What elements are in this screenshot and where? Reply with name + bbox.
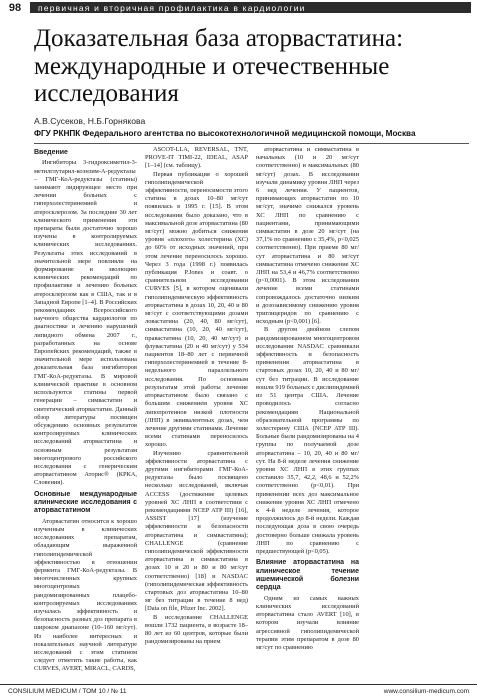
body-paragraph: Аторвастатин относится к хорошо изученным в клинических исследованиях препаратам, обладающим выраженной гиполипидемической эффективностью в отношении фермента ГМГ-КоА-редуктазы. В многочисленных крупных многоцентровых рандомизированных плацебо-контролируемых исследованиях изучалась эффективность и безопасность разных доз препарата в широком диапазоне (10–160 мг/сут). Из наиболее интересных и показательных научной литературе исследований с этим статином следует отметить такие работы, как CURVES, AVERT, MIRACL, CARDS,	[34, 517, 137, 673]
section-heading: Введение	[34, 149, 68, 156]
text-column-2	[145, 146, 248, 680]
section-heading: Основные международные клинические исследования с аторвастатином	[34, 490, 137, 515]
body-paragraph: В исследование CHALLENGE вошли 1732 пациента, в возрасте 18–80 лет из 60 центров, которые были рандомизированы на прием	[145, 613, 248, 646]
article-body	[34, 146, 470, 680]
page-header	[0, 0, 477, 15]
text-column-1	[34, 146, 137, 680]
text-column-3	[256, 146, 359, 680]
journal-info: CONSILIUM MEDICUM / ТОМ 10 / № 11	[8, 688, 127, 695]
body-paragraph: Первая публикация о хорошей гиполипидемической эффективности, переносимости этого статина в дозах 10–80 мг/сут появилась в 1995 г. [15]. В этом исследовании было доказано, что в максимальной дозе аторвастатина (80 мг/сут) можно добиться снижения уровня «плохого» холестерина (ХС) до 60% от исходных значений, при этом лечение переносилось хорошо. Через 3 года (1998 г.) появилась публикация P.Jones и соавт. о сравнительном исследовании CURVES [5], в котором оценивали гиполипидемическую эффективность аторвастатина в дозах 10, 20, 40 и 80 мг/сут с соответствующими дозами ловастатина (20, 40, 80 мг/сут), симвастатина (10, 20, 40 мг/сут), правастатина (10, 20, 40 мг/сут) и флувастатина (20 и 40 мг/сут) у 534 пациентов 18–80 лет с первичной гиперхолестеринемией в течение 8-недельного параллельного исследования. По основным результатам этой работы лечение аторвастатином было связано с большим снижением уровня ХС липопротеинов низкой плотности (ЛНП) в эквивалентных дозах, чем лечение другими статинами. Лечение всеми статинами переносилось хорошо.	[145, 170, 248, 449]
body-paragraph: Ингибиторы 3-гидроксиметил-3-метилглутарил-коэнзим-А-редуктазы – ГМГ-КоА-редуктазы (статины) занимают лидирующее место при лечении больных с гиперхолестеринемией и атеросклерозом. За последние 30 лет клинического применения эти препараты были достаточно хорошо изучены в контролируемых клинических исследованиях. Результаты этих исследований в значительной мере повлияли на формирование и эволюцию клинических рекомендаций по профилактике и лечению больных атеросклерозом как в США, так и в Западной Европе [1–4]. В Российских рекомендациях Всероссийского научного общества кардиологов по диагностике и лечению нарушений липидного обмена 2007 г., разработанных на основе Европейских рекомендаций, также в значительной мере использована доказательная база ингибиторов ГМГ-КоА-редуктазы. В мировой клинической практике в основном используются статины первой генерации – симвастатин и синтетический аторвастатин. Данный обзор литературы посвящен обсуждению основных результатов контролируемых клинических исследований аторвастатина и основным результатам многоцентрового российского исследования с генерическим аторвастатином Аторис® (КРКА, Словения).	[34, 159, 137, 487]
body-paragraph: В другом двойном слепом рандомизированном многоцентровом исследовании NASDAC сравнивали эффективность и безопасность применения аторвастатина в стартовых дозах 10, 20, 40 и 80 мг/сут без титрации. В исследование вошли 919 больных с дислипидемией из 51 центра США. Лечение проводилось согласно рекомендациям Национальной образовательной программы по холестерину США (NCEP ATP III). Больные были рандомизированы на 4 группы по получаемой дозе аторвастатина – 10, 20, 40 и 80 мг/сут. На 8-й неделе лечения снижение уровня ХС ЛНП в этих группах составило 35,7, 42,2, 48,6 и 52,2% соответственно (р<0,01). При применении всех доз максимальное снижение уровня ХС ЛНП отмечено к 4-й неделе лечения, которое продолжилось до 8-й недели. Каждая последующая доза в свою очередь достоверно больше снижала уровень ЛНП по сравнению с предшествующей (р<0,05).	[256, 326, 359, 555]
body-paragraph: ASCOT-LLA, REVERSAL, TNT, PROVE-IT TIMI-22, IDEAL, ASAP [1–14] (см. таблицу).	[145, 146, 248, 170]
article-affiliation: ФГУ РКНПК Федерального агентства по высокотехнологичной медицинской помощи, Москва	[34, 129, 416, 138]
body-paragraph: Одним из самых важных клинических исследований аторвастатина стало AVERT [10], в котором изучали влияние агрессивной гиполипидемической терапии этим препаратом в дозе 80 мг/сут по сравнению	[256, 594, 359, 651]
article-authors: А.В.Сусеков, Н.Б.Горнякова	[34, 116, 146, 126]
section-title-bar: первичная и вторичная профилактика в кардиологии	[30, 2, 471, 13]
journal-website: www.consilium-medicum.com	[383, 688, 469, 695]
text-column-4	[367, 146, 470, 680]
header-divider	[34, 143, 469, 144]
article-title: Доказательная база аторвастатина: международные и отечественные исследования	[34, 25, 404, 107]
body-paragraph: аторвастатина и симвастатина в начальных (10 и 20 мг/сут соответственно) и максимальных (80 мг/сут) дозах. В исследовании изучали динамику уровня ЛНП через 6 нед лечения. У пациентов, принимающих аторвастатин по 10 мг/сут, значимо снижался уровень ХС ЛНП по сравнению с пациентами, принимающими симвастатин в дозе 20 мг/сут (на 37,1% по сравнению с 35,4%, р<0,025 соответственно). При приеме 80 мг/сут аторвастатина и 80 мг/сут симвастатина отмечено снижение ХС ЛНП на 53,4 и 46,7% соответственно (р<0,0001). В этом исследовании лечение всеми статинами сопровождалось достаточно низким и дозозависимому снижению уровня триглицеридов по сравнению с исходным (р<0,001) [6].	[256, 146, 359, 326]
body-paragraph: Изучению сравнительной эффективности аторвастатина с другими ингибиторами ГМГ-КоА-редуктазы было посвящено несколько исследований, включая ACCESS (достижение целевых уровней ХС ЛНП в соответствии с рекомендациями NCEP ATP III) [16], ASSIST [17] (изучение эффективности и безопасности аторвастатина и симвастатина); CHALLENGE (сравнение гиполипидемической эффективности аторвастатина и симвастатина в дозах 10 и 20 и 80 и 80 мг/сут соответственно) [18] и NASDAC (гиполипидемическая эффективность стартовых доз аторвастатина 10–80 мг без титрации в течение 8 нед) [Data on file, Pfizer Inc. 2002].	[145, 449, 248, 613]
page-footer	[0, 684, 477, 698]
section-heading: Влияние аторвастатина на клиническое течение ишемической болезни сердца	[256, 559, 359, 592]
page-number: 98	[8, 1, 22, 14]
